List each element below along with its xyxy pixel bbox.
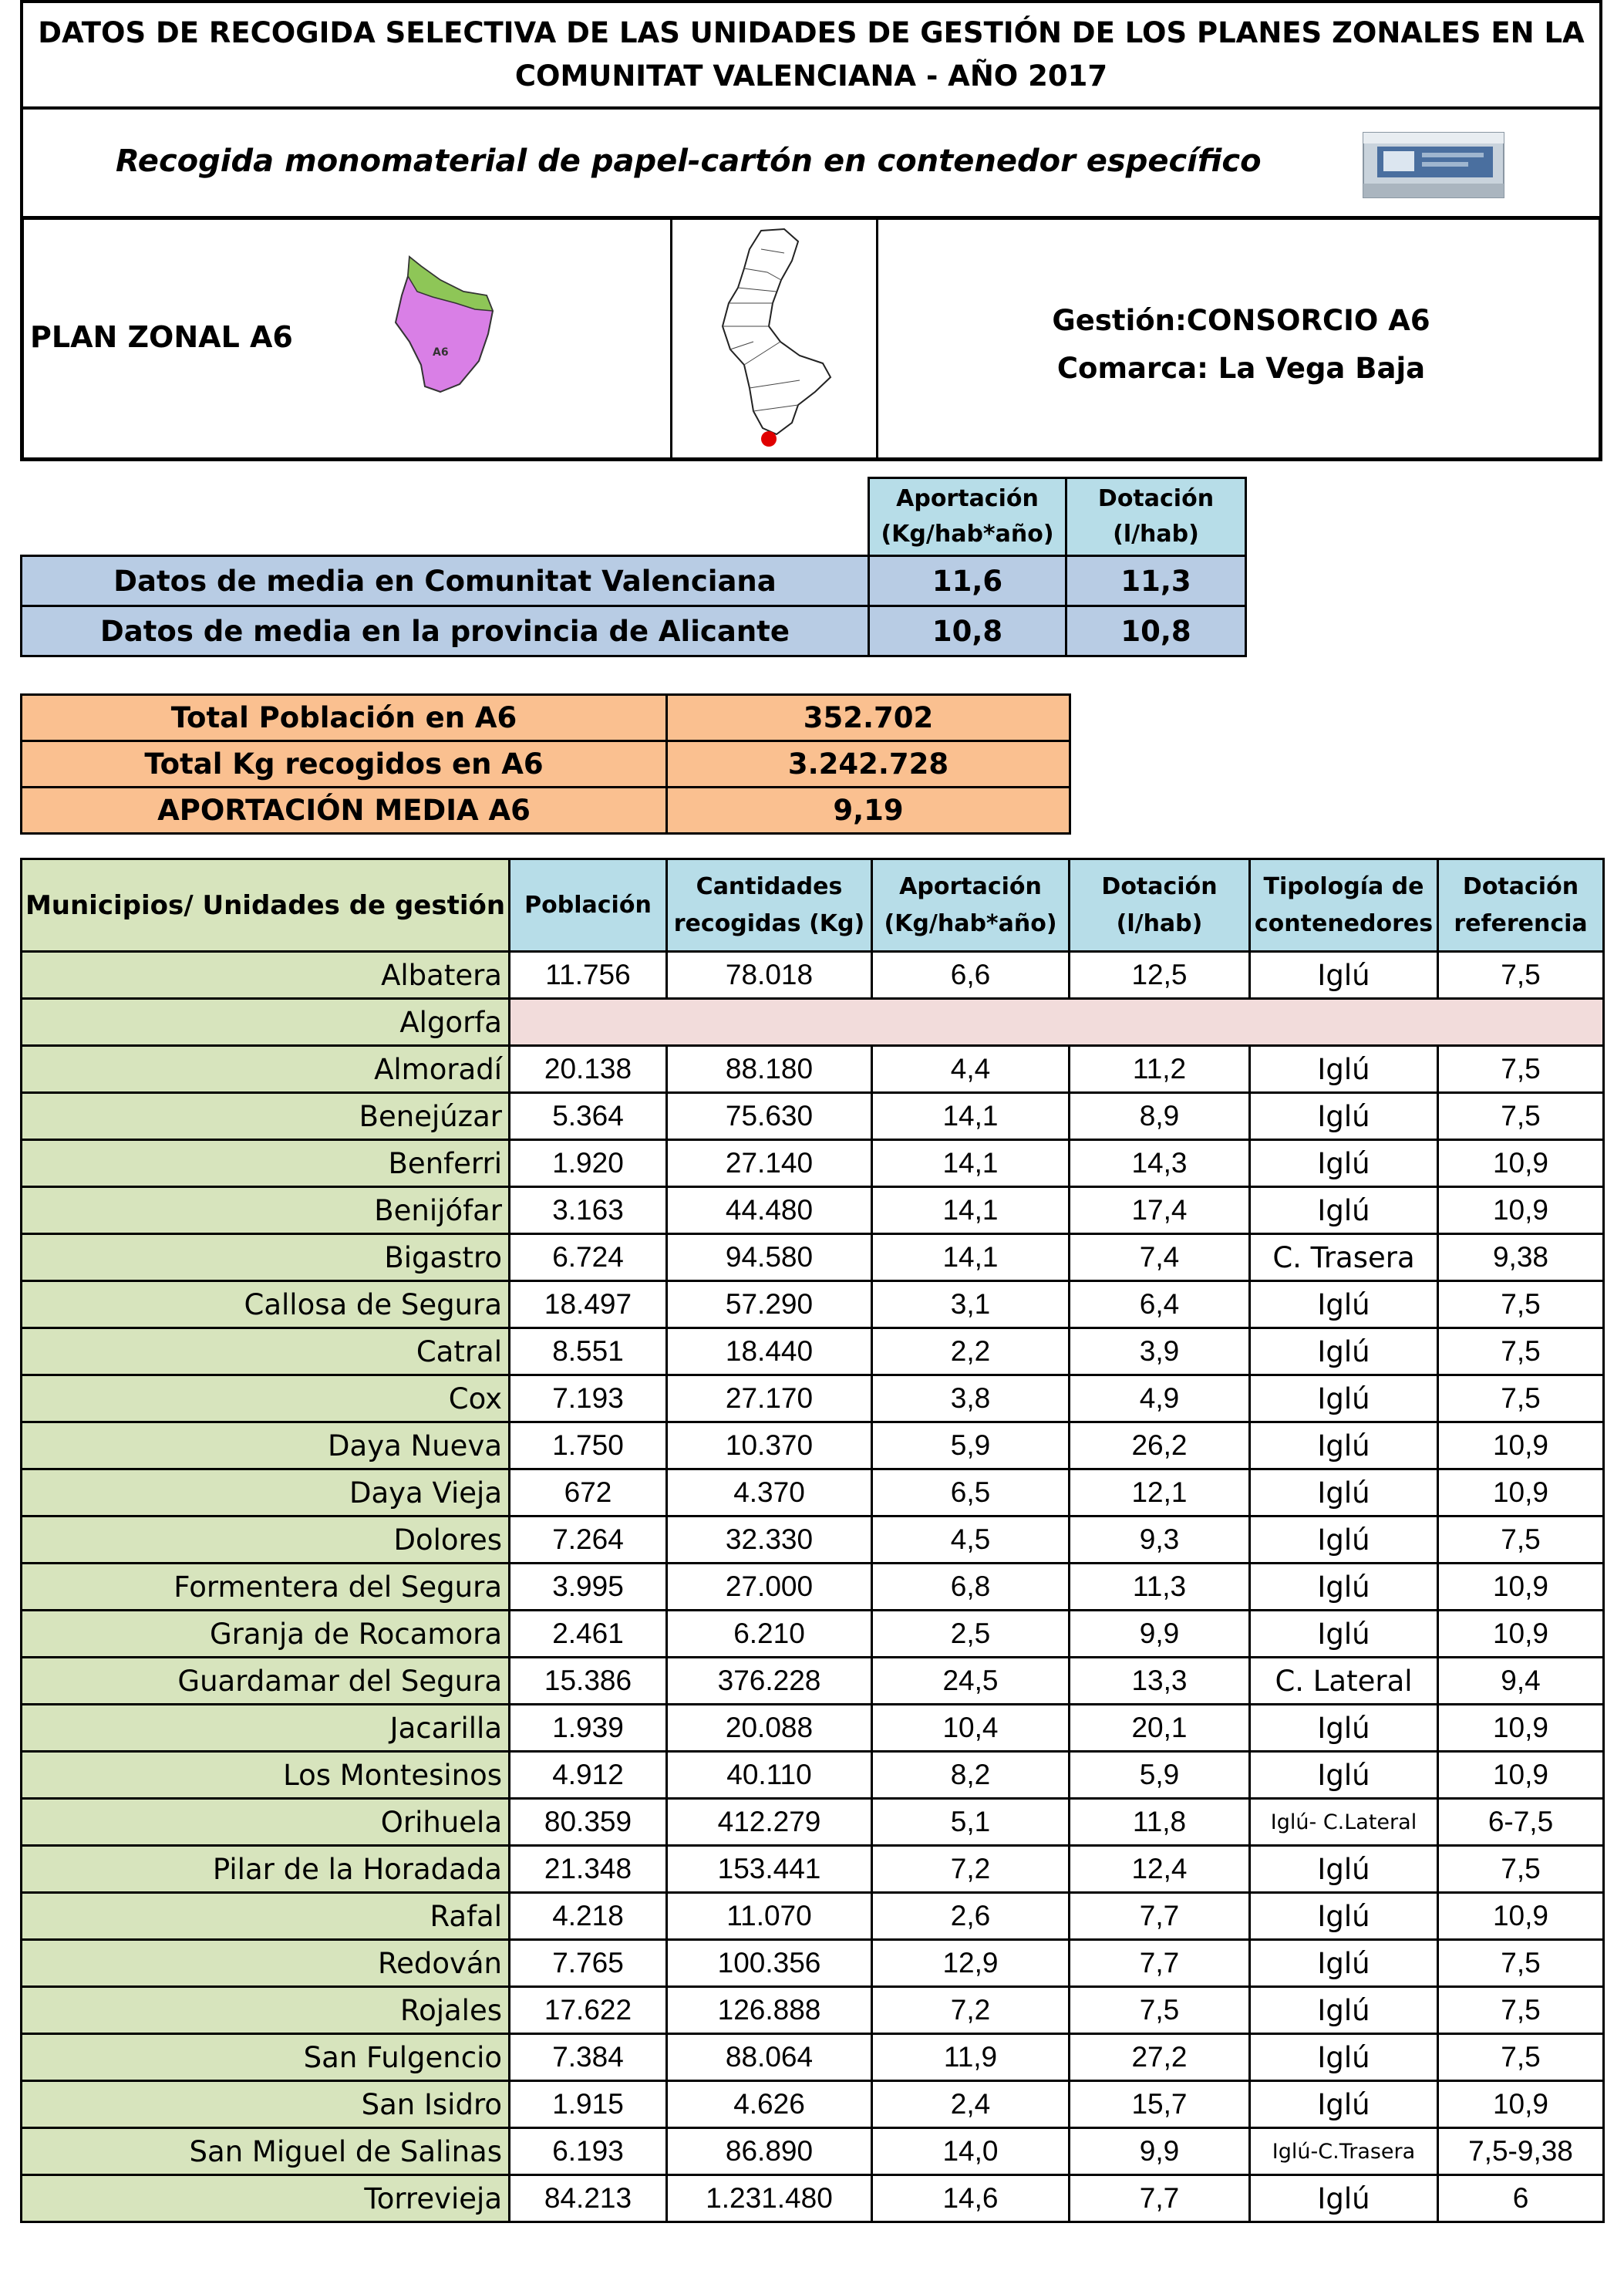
- cell-cantidad: 4.370: [667, 1469, 872, 1516]
- cell-cantidad: 27.000: [667, 1564, 872, 1611]
- cell-cantidad: 20.088: [667, 1705, 872, 1752]
- cell-dotacion: 7,7: [1070, 1940, 1250, 1987]
- cell-aportacion: 4,5: [872, 1516, 1070, 1564]
- cell-no-data: [510, 999, 1604, 1046]
- cell-dotacion-referencia: 10,9: [1438, 1469, 1604, 1516]
- cell-dotacion: 7,5: [1070, 1987, 1250, 2034]
- cell-dotacion-referencia: 7,5: [1438, 1516, 1604, 1564]
- cell-dotacion: 12,4: [1070, 1846, 1250, 1893]
- cell-cantidad: 1.231.480: [667, 2175, 872, 2222]
- cell-poblacion: 3.163: [510, 1187, 667, 1234]
- cell-dotacion: 8,9: [1070, 1093, 1250, 1140]
- cell-poblacion: 2.461: [510, 1611, 667, 1658]
- cell-aportacion: 14,1: [872, 1140, 1070, 1187]
- paper-container-image: [1360, 127, 1507, 201]
- cell-dotacion: 6,4: [1070, 1281, 1250, 1328]
- cell-dotacion-referencia: 9,38: [1438, 1234, 1604, 1281]
- cell-aportacion: 2,5: [872, 1611, 1070, 1658]
- table-row: [22, 1281, 1604, 1328]
- cell-dotacion: 11,3: [1070, 1564, 1250, 1611]
- cell-aportacion: 7,2: [872, 1987, 1070, 2034]
- table-row: [22, 2081, 1604, 2128]
- cell-dotacion: 9,9: [1070, 1611, 1250, 1658]
- table-row: [22, 1093, 1604, 1140]
- zone-map-label: A6: [433, 346, 449, 359]
- zone-map: [386, 249, 502, 396]
- cell-cantidad: 78.018: [667, 952, 872, 999]
- table-row: [22, 1611, 1604, 1658]
- cell-tipologia: Iglú: [1250, 1093, 1438, 1140]
- cell-poblacion: 8.551: [510, 1328, 667, 1375]
- cell-aportacion: 2,4: [872, 2081, 1070, 2128]
- avg-header-dotacion: Dotación (l/hab): [1065, 477, 1247, 557]
- cell-cantidad: 126.888: [667, 1987, 872, 2034]
- cell-dotacion-referencia: 7,5: [1438, 1846, 1604, 1893]
- cell-dotacion: 7,7: [1070, 2175, 1250, 2222]
- cell-tipologia: Iglú: [1250, 2034, 1438, 2081]
- cell-municipio: Benejúzar: [22, 1093, 510, 1140]
- cell-dotacion-referencia: 9,4: [1438, 1658, 1604, 1705]
- total-kg-label: Total Kg recogidos en A6: [20, 740, 668, 788]
- table-row: [22, 952, 1604, 999]
- cell-tipologia: Iglú: [1250, 1187, 1438, 1234]
- total-poblacion-label: Total Población en A6: [20, 693, 668, 742]
- cell-aportacion: 2,6: [872, 1893, 1070, 1940]
- table-row: [22, 1846, 1604, 1893]
- cell-dotacion-referencia: 10,9: [1438, 1611, 1604, 1658]
- cell-poblacion: 7.384: [510, 2034, 667, 2081]
- table-row: [22, 1564, 1604, 1611]
- table-row: [22, 2128, 1604, 2175]
- cell-municipio: Daya Vieja: [22, 1469, 510, 1516]
- table-row: [22, 1046, 1604, 1093]
- title-line-1: DATOS DE RECOGIDA SELECTIVA DE LAS UNIDADES DE GESTIÓN DE LOS PLANES ZONALES EN LA: [38, 16, 1585, 49]
- header-dotacion: Dotación (l/hab): [1070, 859, 1250, 952]
- cell-cantidad: 412.279: [667, 1799, 872, 1846]
- cell-municipio: Cox: [22, 1375, 510, 1422]
- header-dotacion-referencia: Dotación referencia: [1438, 859, 1604, 952]
- cell-poblacion: 4.912: [510, 1752, 667, 1799]
- cell-tipologia: Iglú: [1250, 1422, 1438, 1469]
- cell-dotacion: 12,5: [1070, 952, 1250, 999]
- subtitle-box: [20, 106, 1602, 219]
- cell-poblacion: 1.915: [510, 2081, 667, 2128]
- cell-cantidad: 86.890: [667, 2128, 872, 2175]
- cell-aportacion: 6,6: [872, 952, 1070, 999]
- table-row: [22, 1187, 1604, 1234]
- cell-municipio: Redován: [22, 1940, 510, 1987]
- cell-poblacion: 21.348: [510, 1846, 667, 1893]
- cell-poblacion: 7.193: [510, 1375, 667, 1422]
- cell-cantidad: 11.070: [667, 1893, 872, 1940]
- table-header-row: [22, 859, 1604, 952]
- header-municipios: Municipios/ Unidades de gestión: [22, 859, 510, 952]
- cell-aportacion: 7,2: [872, 1846, 1070, 1893]
- cell-aportacion: 4,4: [872, 1046, 1070, 1093]
- cell-dotacion: 14,3: [1070, 1140, 1250, 1187]
- header-cantidades: Cantidades recogidas (Kg): [667, 859, 872, 952]
- region-map: [707, 226, 838, 450]
- cell-dotacion-referencia: 7,5: [1438, 1093, 1604, 1140]
- cell-cantidad: 94.580: [667, 1234, 872, 1281]
- table-row: [22, 1705, 1604, 1752]
- cell-aportacion: 14,6: [872, 2175, 1070, 2222]
- cell-poblacion: 1.939: [510, 1705, 667, 1752]
- cell-aportacion: 3,8: [872, 1375, 1070, 1422]
- cell-tipologia: Iglú: [1250, 1987, 1438, 2034]
- avg-label-alicante: Datos de media en la provincia de Alicante: [20, 605, 870, 657]
- cell-aportacion: 14,0: [872, 2128, 1070, 2175]
- cell-dotacion: 11,2: [1070, 1046, 1250, 1093]
- cell-municipio: Callosa de Segura: [22, 1281, 510, 1328]
- cell-poblacion: 15.386: [510, 1658, 667, 1705]
- cell-municipio: Benijófar: [22, 1187, 510, 1234]
- cell-aportacion: 6,5: [872, 1469, 1070, 1516]
- cell-tipologia: Iglú: [1250, 2081, 1438, 2128]
- cell-poblacion: 18.497: [510, 1281, 667, 1328]
- cell-cantidad: 27.140: [667, 1140, 872, 1187]
- cell-municipio: Pilar de la Horadada: [22, 1846, 510, 1893]
- cell-cantidad: 4.626: [667, 2081, 872, 2128]
- cell-dotacion-referencia: 10,9: [1438, 1752, 1604, 1799]
- cell-poblacion: 6.724: [510, 1234, 667, 1281]
- comarca-label: Comarca: La Vega Baja: [1056, 352, 1426, 385]
- table-row: [22, 1140, 1604, 1187]
- cell-municipio: Guardamar del Segura: [22, 1658, 510, 1705]
- cell-tipologia: Iglú: [1250, 1564, 1438, 1611]
- cell-municipio: Granja de Rocamora: [22, 1611, 510, 1658]
- cell-dotacion-referencia: 7,5: [1438, 1328, 1604, 1375]
- cell-poblacion: 1.920: [510, 1140, 667, 1187]
- cell-dotacion: 17,4: [1070, 1187, 1250, 1234]
- cell-dotacion: 3,9: [1070, 1328, 1250, 1375]
- cell-dotacion: 7,4: [1070, 1234, 1250, 1281]
- cell-tipologia: Iglú: [1250, 1375, 1438, 1422]
- cell-cantidad: 10.370: [667, 1422, 872, 1469]
- cell-dotacion-referencia: 7,5: [1438, 1281, 1604, 1328]
- cell-tipologia: Iglú: [1250, 952, 1438, 999]
- cell-tipologia: Iglú: [1250, 1516, 1438, 1564]
- cell-poblacion: 4.218: [510, 1893, 667, 1940]
- aportacion-media-value: 9,19: [665, 786, 1071, 835]
- cell-tipologia: C. Lateral: [1250, 1658, 1438, 1705]
- cell-tipologia: C. Trasera: [1250, 1234, 1438, 1281]
- cell-dotacion: 4,9: [1070, 1375, 1250, 1422]
- cell-dotacion: 15,7: [1070, 2081, 1250, 2128]
- cell-dotacion: 9,3: [1070, 1516, 1250, 1564]
- cell-dotacion-referencia: 7,5-9,38: [1438, 2128, 1604, 2175]
- cell-tipologia: Iglú: [1250, 1752, 1438, 1799]
- cell-cantidad: 6.210: [667, 1611, 872, 1658]
- cell-aportacion: 5,9: [872, 1422, 1070, 1469]
- cell-municipio: Albatera: [22, 952, 510, 999]
- cell-dotacion-referencia: 10,9: [1438, 1564, 1604, 1611]
- cell-cantidad: 27.170: [667, 1375, 872, 1422]
- table-row: [22, 1469, 1604, 1516]
- cell-poblacion: 20.138: [510, 1046, 667, 1093]
- cell-cantidad: 32.330: [667, 1516, 872, 1564]
- cell-poblacion: 80.359: [510, 1799, 667, 1846]
- cell-poblacion: 672: [510, 1469, 667, 1516]
- cell-municipio: San Miguel de Salinas: [22, 2128, 510, 2175]
- cell-cantidad: 88.064: [667, 2034, 872, 2081]
- cell-dotacion: 9,9: [1070, 2128, 1250, 2175]
- avg-aportacion-alicante: 10,8: [868, 605, 1067, 657]
- cell-aportacion: 3,1: [872, 1281, 1070, 1328]
- cell-tipologia: Iglú: [1250, 1705, 1438, 1752]
- cell-dotacion: 11,8: [1070, 1799, 1250, 1846]
- header-poblacion: Población: [510, 859, 667, 952]
- cell-municipio: Bigastro: [22, 1234, 510, 1281]
- cell-aportacion: 14,1: [872, 1187, 1070, 1234]
- cell-municipio: Rafal: [22, 1893, 510, 1940]
- table-body: [22, 952, 1604, 2222]
- cell-municipio: Torrevieja: [22, 2175, 510, 2222]
- cell-dotacion: 13,3: [1070, 1658, 1250, 1705]
- cell-cantidad: 100.356: [667, 1940, 872, 1987]
- cell-aportacion: 10,4: [872, 1705, 1070, 1752]
- table-row: [22, 1375, 1604, 1422]
- cell-tipologia: Iglú: [1250, 1940, 1438, 1987]
- zone-info: [20, 216, 1602, 461]
- cell-poblacion: 7.264: [510, 1516, 667, 1564]
- cell-municipio: Dolores: [22, 1516, 510, 1564]
- total-kg-value: 3.242.728: [665, 740, 1071, 788]
- cell-cantidad: 88.180: [667, 1046, 872, 1093]
- region-map-cell: [670, 220, 878, 457]
- cell-municipio: Algorfa: [22, 999, 510, 1046]
- cell-poblacion: 84.213: [510, 2175, 667, 2222]
- management-info: [876, 297, 1606, 393]
- cell-aportacion: 14,1: [872, 1093, 1070, 1140]
- table-row: [22, 1752, 1604, 1799]
- plan-zonal-label: PLAN ZONAL A6: [30, 320, 293, 354]
- table-row: [22, 1422, 1604, 1469]
- cell-dotacion-referencia: 10,9: [1438, 1187, 1604, 1234]
- cell-tipologia: Iglú: [1250, 2175, 1438, 2222]
- cell-aportacion: 2,2: [872, 1328, 1070, 1375]
- gestion-label: Gestión:CONSORCIO A6: [1052, 304, 1430, 337]
- cell-poblacion: 11.756: [510, 952, 667, 999]
- cell-dotacion: 12,1: [1070, 1469, 1250, 1516]
- cell-municipio: Catral: [22, 1328, 510, 1375]
- zone-plan-cell: [24, 220, 672, 457]
- avg-aportacion-comunitat: 11,6: [868, 555, 1067, 607]
- cell-cantidad: 44.480: [667, 1187, 872, 1234]
- table-row: [22, 1799, 1604, 1846]
- table-row: [22, 1987, 1604, 2034]
- cell-dotacion: 26,2: [1070, 1422, 1250, 1469]
- cell-cantidad: 40.110: [667, 1752, 872, 1799]
- cell-poblacion: 3.995: [510, 1564, 667, 1611]
- cell-municipio: Formentera del Segura: [22, 1564, 510, 1611]
- cell-cantidad: 153.441: [667, 1846, 872, 1893]
- avg-label-comunitat: Datos de media en Comunitat Valenciana: [20, 555, 870, 607]
- cell-aportacion: 11,9: [872, 2034, 1070, 2081]
- cell-dotacion: 5,9: [1070, 1752, 1250, 1799]
- cell-tipologia: Iglú- C.Lateral: [1250, 1799, 1438, 1846]
- cell-dotacion-referencia: 7,5: [1438, 1940, 1604, 1987]
- cell-aportacion: 14,1: [872, 1234, 1070, 1281]
- cell-tipologia: Iglú: [1250, 1469, 1438, 1516]
- cell-poblacion: 1.750: [510, 1422, 667, 1469]
- avg-dotacion-comunitat: 11,3: [1065, 555, 1247, 607]
- cell-cantidad: 75.630: [667, 1093, 872, 1140]
- cell-municipio: Almoradí: [22, 1046, 510, 1093]
- cell-dotacion: 7,7: [1070, 1893, 1250, 1940]
- table-row: [22, 2175, 1604, 2222]
- cell-dotacion-referencia: 6-7,5: [1438, 1799, 1604, 1846]
- cell-tipologia: Iglú: [1250, 1140, 1438, 1187]
- total-poblacion-value: 352.702: [665, 693, 1071, 742]
- avg-dotacion-alicante: 10,8: [1065, 605, 1247, 657]
- aportacion-media-label: APORTACIÓN MEDIA A6: [20, 786, 668, 835]
- municipios-table: [20, 858, 1605, 2223]
- cell-cantidad: 376.228: [667, 1658, 872, 1705]
- cell-tipologia: Iglú: [1250, 1893, 1438, 1940]
- cell-cantidad: 57.290: [667, 1281, 872, 1328]
- cell-tipologia: Iglú: [1250, 1846, 1438, 1893]
- cell-poblacion: 6.193: [510, 2128, 667, 2175]
- cell-municipio: Rojales: [22, 1987, 510, 2034]
- cell-dotacion-referencia: 10,9: [1438, 1140, 1604, 1187]
- table-row: [22, 2034, 1604, 2081]
- cell-dotacion-referencia: 7,5: [1438, 1987, 1604, 2034]
- cell-dotacion-referencia: 7,5: [1438, 2034, 1604, 2081]
- cell-aportacion: 5,1: [872, 1799, 1070, 1846]
- cell-dotacion-referencia: 10,9: [1438, 1705, 1604, 1752]
- cell-dotacion-referencia: 6: [1438, 2175, 1604, 2222]
- cell-municipio: Jacarilla: [22, 1705, 510, 1752]
- location-marker: [761, 431, 777, 447]
- subtitle: Recogida monomaterial de papel-cartón en contenedor específico: [116, 143, 1262, 179]
- table-row: [22, 1940, 1604, 1987]
- cell-aportacion: 24,5: [872, 1658, 1070, 1705]
- cell-municipio: Benferri: [22, 1140, 510, 1187]
- table-row: [22, 1893, 1604, 1940]
- cell-dotacion-referencia: 7,5: [1438, 1375, 1604, 1422]
- table-row: [22, 1516, 1604, 1564]
- cell-tipologia: Iglú: [1250, 1611, 1438, 1658]
- title-line-2: COMUNITAT VALENCIANA - AÑO 2017: [514, 59, 1108, 93]
- table-row: [22, 1328, 1604, 1375]
- table-row: [22, 999, 1604, 1046]
- cell-poblacion: 5.364: [510, 1093, 667, 1140]
- cell-dotacion: 20,1: [1070, 1705, 1250, 1752]
- table-row: [22, 1234, 1604, 1281]
- document-title: [20, 0, 1602, 110]
- cell-aportacion: 6,8: [872, 1564, 1070, 1611]
- table-row: [22, 1658, 1604, 1705]
- cell-municipio: Daya Nueva: [22, 1422, 510, 1469]
- cell-tipologia: Iglú: [1250, 1281, 1438, 1328]
- cell-dotacion-referencia: 10,9: [1438, 1422, 1604, 1469]
- cell-cantidad: 18.440: [667, 1328, 872, 1375]
- cell-dotacion-referencia: 10,9: [1438, 1893, 1604, 1940]
- cell-aportacion: 8,2: [872, 1752, 1070, 1799]
- cell-dotacion-referencia: 7,5: [1438, 1046, 1604, 1093]
- header-tipologia: Tipología de contenedores: [1250, 859, 1438, 952]
- cell-municipio: Los Montesinos: [22, 1752, 510, 1799]
- cell-dotacion: 27,2: [1070, 2034, 1250, 2081]
- cell-poblacion: 17.622: [510, 1987, 667, 2034]
- cell-tipologia: Iglú-C.Trasera: [1250, 2128, 1438, 2175]
- cell-tipologia: Iglú: [1250, 1328, 1438, 1375]
- cell-dotacion-referencia: 7,5: [1438, 952, 1604, 999]
- cell-dotacion-referencia: 10,9: [1438, 2081, 1604, 2128]
- header-aportacion: Aportación (Kg/hab*año): [872, 859, 1070, 952]
- cell-municipio: San Isidro: [22, 2081, 510, 2128]
- cell-municipio: San Fulgencio: [22, 2034, 510, 2081]
- cell-municipio: Orihuela: [22, 1799, 510, 1846]
- cell-poblacion: 7.765: [510, 1940, 667, 1987]
- cell-aportacion: 12,9: [872, 1940, 1070, 1987]
- cell-tipologia: Iglú: [1250, 1046, 1438, 1093]
- avg-header-aportacion: Aportación (Kg/hab*año): [868, 477, 1067, 557]
